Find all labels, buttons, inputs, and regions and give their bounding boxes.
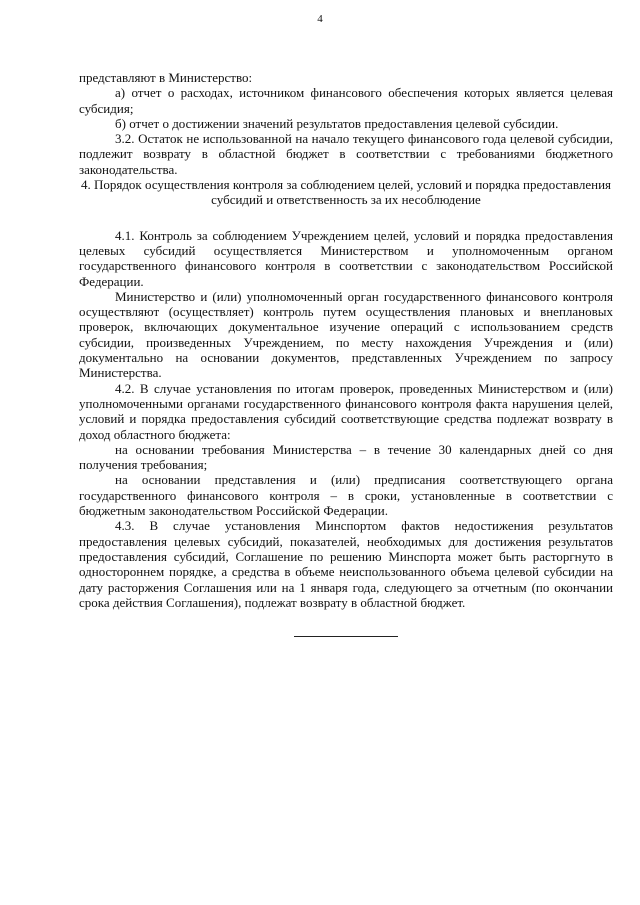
paragraph: 3.2. Остаток не использованной на начало текущего финансового года целевой субсидии, подлежит возврату в областной бюджет в соответствии с требованиями бюджетного законодательства. (79, 131, 613, 177)
paragraph: а) отчет о расходах, источником финансового обеспечения которых является целевая субсидия; (79, 85, 613, 116)
page-number: 4 (317, 13, 323, 25)
paragraph: на основании представления и (или) предписания соответствующего органа государственного финансового контроля – в сроки, установленные в соответствии с бюджетным законодательством Российской Федерации. (79, 472, 613, 519)
section-heading: 4. Порядок осуществления контроля за соблюдением целей, условий и порядка предоставления субсидий и ответственность за их несоблюдение (80, 177, 612, 208)
paragraph: 4.2. В случае установления по итогам проверок, проведенных Министерством и (или) уполномоченными органами государственного финансового контроля факта нарушения целей, условий и порядка предоставления субсидий соответствующие средства подлежат возврату в доход областного бюджета: (79, 380, 613, 442)
paragraph: 4.1. Контроль за соблюдением Учреждением целей, условий и порядка предоставления целевых субсидий осуществляется Министерством и уполномоченным органом государственного финансового контроля в соответствии с законодательством Российской Федерации. (79, 227, 613, 289)
closing-rule (294, 636, 398, 637)
paragraph: 4.3. В случае установления Минспортом фактов недостижения результатов предоставления целевых субсидий, показателей, необходимых для достижения результатов предоставления субсидий, Соглашение по решению Минспорта может быть расторгнуто в одностороннем порядке, а средства в объеме неиспользованного объема целевой субсидии на дату расторжения Соглашения или на 1 января года, следующего за отчетным (по окончании срока действия Соглашения), подлежат возврату в областной бюджет. (79, 518, 613, 610)
paragraph: Министерство и (или) уполномоченный орган государственного финансового контроля осуществляют (осуществляет) контроль путем осуществления плановых и внеплановых проверок, включающих документальное изучение операций с использованием средств субсидии, произведенных Учреждением, по месту нахождения Учреждения и (или) документально на основании документов, представленных Учреждением по запросу Министерства. (79, 288, 613, 381)
paragraph: представляют в Министерство: (79, 70, 253, 85)
document-body (79, 70, 613, 637)
paragraph: на основании требования Министерства – в течение 30 календарных дней со дня получения требования; (79, 441, 613, 473)
paragraph: б) отчет о достижении значений результатов предоставления целевой субсидии. (115, 115, 559, 131)
